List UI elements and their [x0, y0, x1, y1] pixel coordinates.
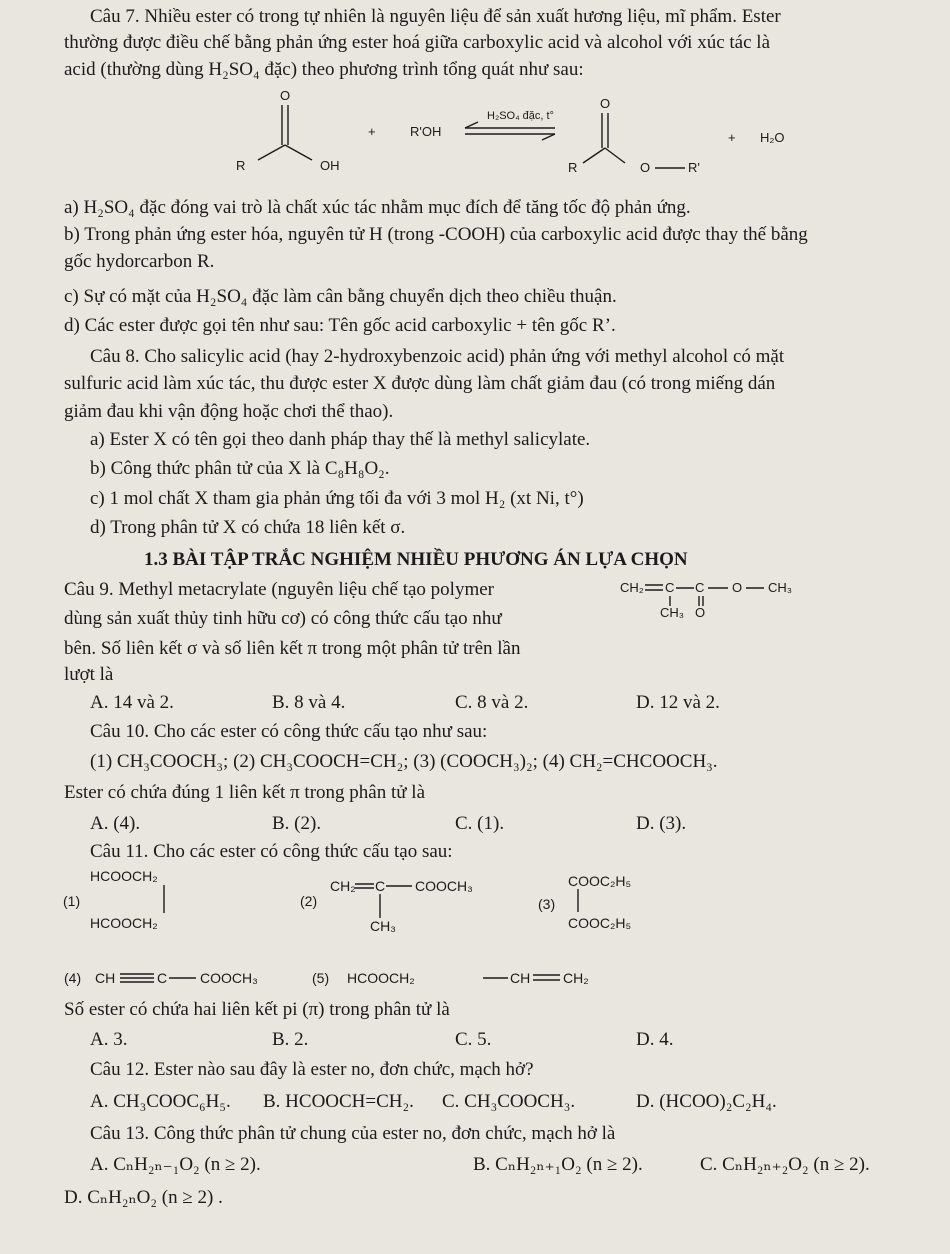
s3-bottom: COOC₂H₅	[568, 915, 632, 931]
q9-line-2: dùng sản xuất thủy tinh hữu cơ) có công thức cấu tạo như	[64, 608, 502, 629]
mma-o-carbonyl: O	[695, 605, 706, 620]
s5-hcooch2: HCOOCH₂	[347, 970, 415, 986]
q9-option-d[interactable]: D. 12 và 2.	[636, 692, 720, 713]
q7-line-1: Câu 7. Nhiều ester có trong tự nhiên là nguyên liệu để sản xuất hương liệu, mĩ phẩm. Ester	[90, 6, 781, 27]
q11-option-a[interactable]: A. 3.	[90, 1029, 128, 1050]
q11-question: Số ester có chứa hai liên kết pi (π) trong phân tử là	[64, 999, 450, 1020]
reaction-conditions: H₂SO₄ đặc, t°	[487, 110, 554, 122]
reaction-r2: R	[568, 160, 578, 175]
s3-label: (3)	[538, 896, 556, 912]
reaction-r3: R'	[688, 160, 700, 175]
q10-option-a[interactable]: A. (4).	[90, 813, 141, 834]
mma-ch3-right: CH₃	[768, 580, 793, 595]
q10-option-c[interactable]: C. (1).	[455, 813, 505, 834]
q12-option-d[interactable]: D. (HCOO)₂C₂H₄.	[636, 1091, 777, 1112]
q13-option-c[interactable]: C. CₙH₂ₙ₊₂O₂ (n ≥ 2).	[700, 1154, 870, 1175]
q7-line-2: thường được điều chế bằng phản ứng ester hoá giữa carboxylic acid và alcohol với xúc tác là	[64, 32, 771, 53]
q9-option-c[interactable]: C. 8 và 2.	[455, 692, 529, 713]
s3-top: COOC₂H₅	[568, 873, 632, 889]
q7-statement-c: c) Sự có mặt của H₂SO₄ đặc làm cân bằng chuyển dịch theo chiều thuận.	[64, 286, 617, 307]
reaction-o2: O	[600, 96, 611, 111]
q7-statement-a: a) H₂SO₄ đặc đóng vai trò là chất xúc tác nhằm mục đích để tăng tốc độ phản ứng.	[64, 197, 691, 218]
q10-line-3: Ester có chứa đúng 1 liên kết π trong phân tử là	[64, 782, 426, 803]
q8-statement-d: d) Trong phân tử X có chứa 18 liên kết σ.	[90, 517, 406, 538]
q12-option-a[interactable]: A. CH₃COOC₆H₅.	[90, 1091, 231, 1112]
mma-o: O	[732, 580, 743, 595]
q12-option-b[interactable]: B. HCOOCH=CH₂.	[263, 1091, 414, 1112]
s1-top: HCOOCH₂	[90, 868, 158, 884]
s5-ch: CH	[510, 970, 531, 986]
q11-option-c[interactable]: C. 5.	[455, 1029, 492, 1050]
s4-cooch3: COOCH₃	[200, 970, 258, 986]
q13-option-d[interactable]: D. CₙH₂ₙO₂ (n ≥ 2) .	[64, 1187, 223, 1208]
s5-ch2: CH₂	[563, 970, 589, 986]
q11-line-1: Câu 11. Cho các ester có công thức cấu tạo sau:	[90, 841, 453, 862]
reaction-r1: R	[236, 158, 246, 173]
q8-statement-b: b) Công thức phân tử của X là C₈H₈O₂.	[90, 458, 390, 479]
s4-label: (4)	[64, 970, 82, 986]
q9-line-4: lượt là	[64, 664, 114, 685]
s4-c: C	[157, 970, 168, 986]
mma-ch2: CH₂	[620, 580, 644, 595]
q9-line-3: bên. Số liên kết σ và số liên kết π trong một phân tử trên lần	[64, 638, 521, 659]
s4-ch: CH	[95, 970, 116, 986]
q7-statement-b: b) Trong phản ứng ester hóa, nguyên tử H (trong -COOH) của carboxylic acid được thay thế bằng	[64, 224, 808, 245]
mma-ch3-branch: CH₃	[660, 605, 685, 620]
q13-option-a[interactable]: A. CₙH₂ₙ₋₁O₂ (n ≥ 2).	[90, 1154, 261, 1175]
s2-label: (2)	[300, 893, 318, 909]
q7-statement-b-cont: gốc hydorcarbon R.	[64, 251, 215, 272]
q9-option-a[interactable]: A. 14 và 2.	[90, 692, 174, 713]
q12-option-c[interactable]: C. CH₃COOCH₃.	[442, 1091, 576, 1112]
q7-statement-d: d) Các ester được gọi tên như sau: Tên gốc acid carboxylic + tên gốc R’.	[64, 315, 616, 336]
q12-question: Câu 12. Ester nào sau đây là ester no, đơn chức, mạch hở?	[90, 1059, 534, 1080]
reaction-plus-1: +	[368, 124, 376, 139]
q9-line-1: Câu 9. Methyl metacrylate (nguyên liệu chế tạo polymer	[64, 579, 494, 600]
q8-line-2: sulfuric acid làm xúc tác, thu được ester X được dùng làm chất giảm đau (có trong miếng dán	[64, 373, 776, 394]
mma-c2: C	[695, 580, 705, 595]
q8-line-3: giảm đau khi vận động hoặc chơi thể thao).	[64, 401, 394, 422]
reaction-o1: O	[280, 88, 291, 103]
q11-option-b[interactable]: B. 2.	[272, 1029, 309, 1050]
q10-option-d[interactable]: D. (3).	[636, 813, 687, 834]
q10-line-2: (1) CH₃COOCH₃; (2) CH₃COOCH=CH₂; (3) (COOCH₃)₂; (4) CH₂=CHCOOCH₃.	[90, 751, 718, 772]
s1-bottom: HCOOCH₂	[90, 915, 158, 931]
s2-c: C	[375, 878, 386, 894]
q10-line-1: Câu 10. Cho các ester có công thức cấu tạo như sau:	[90, 721, 488, 742]
mma-c1: C	[665, 580, 675, 595]
section-title: 1.3 BÀI TẬP TRẮC NGHIỆM NHIỀU PHƯƠNG ÁN LỰA CHỌN	[144, 549, 688, 570]
s2-ch3: CH₃	[370, 918, 396, 934]
q9-option-b[interactable]: B. 8 và 4.	[272, 692, 346, 713]
s5-label: (5)	[312, 970, 330, 986]
q13-option-b[interactable]: B. CₙH₂ₙ₊₁O₂ (n ≥ 2).	[473, 1154, 643, 1175]
s2-cooch3: COOCH₃	[415, 878, 473, 894]
q13-question: Câu 13. Công thức phân tử chung của ester no, đơn chức, mạch hở là	[90, 1123, 616, 1144]
reaction-oh: OH	[320, 158, 340, 173]
reaction-h2o: H₂O	[760, 130, 785, 145]
q7-line-3: acid (thường dùng H₂SO₄ đặc) theo phương trình tổng quát như sau:	[64, 59, 584, 80]
q11-option-d[interactable]: D. 4.	[636, 1029, 674, 1050]
q10-option-b[interactable]: B. (2).	[272, 813, 322, 834]
q8-line-1: Câu 8. Cho salicylic acid (hay 2-hydroxybenzoic acid) phản ứng với methyl alcohol có mặt	[90, 346, 785, 367]
reaction-roh: R'OH	[410, 124, 442, 139]
s1-label: (1)	[63, 893, 81, 909]
reaction-plus-2: +	[728, 130, 736, 145]
q8-statement-c: c) 1 mol chất X tham gia phản ứng tối đa với 3 mol H₂ (xt Ni, t°)	[90, 488, 584, 509]
q8-statement-a: a) Ester X có tên gọi theo danh pháp thay thế là methyl salicylate.	[90, 429, 591, 450]
s2-ch2: CH₂	[330, 878, 356, 894]
reaction-o3: O	[640, 160, 651, 175]
